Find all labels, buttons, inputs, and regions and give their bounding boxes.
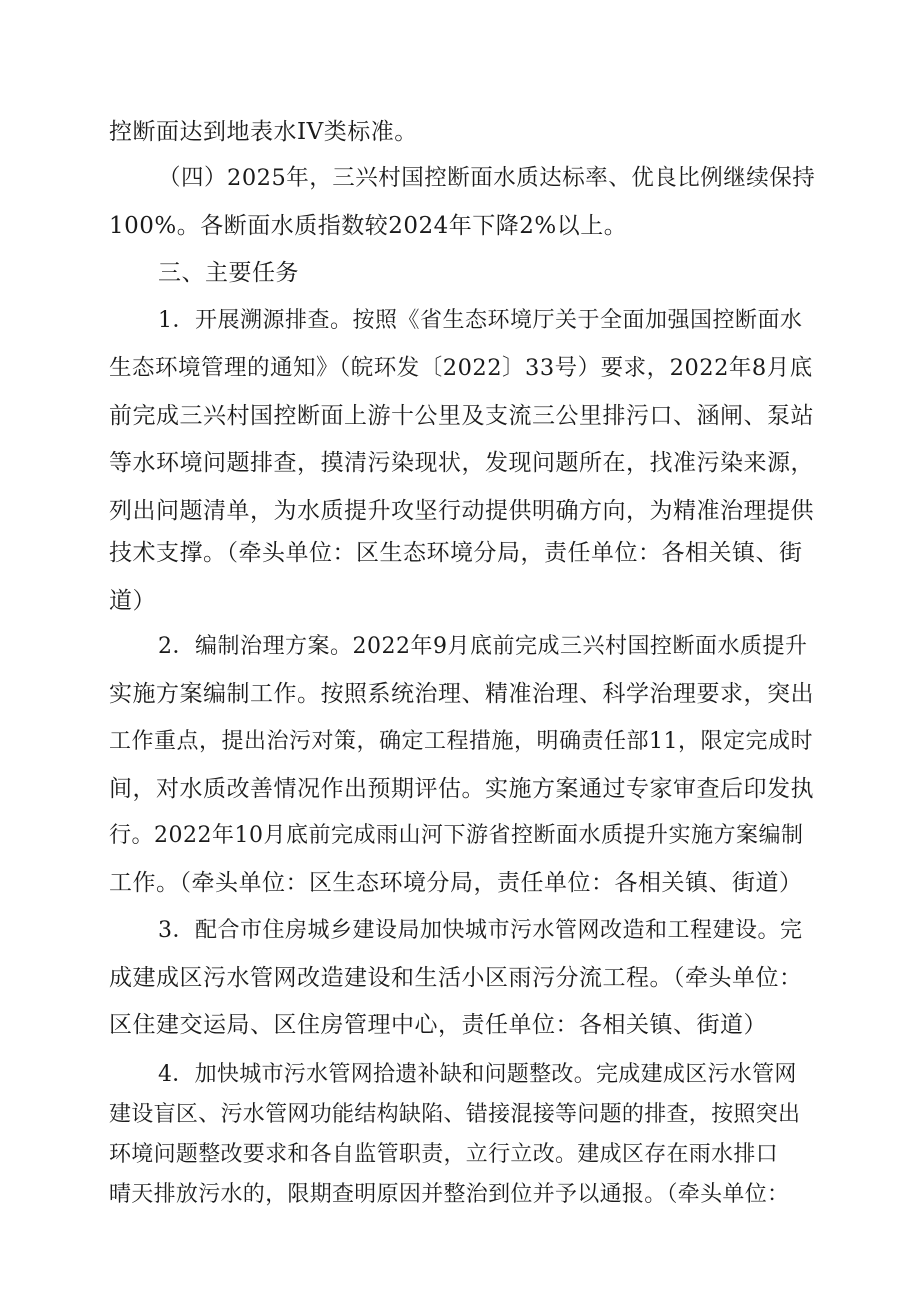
text-line: 4．加快城市污水管网拾遗补缺和问题整改。完成建成区污水管网 xyxy=(158,1062,797,1087)
text-line: 列出问题清单，为水质提升攻坚行动提供明确方向，为精准治理提供 xyxy=(109,498,814,524)
text-line: 实施方案编制工作。按照系统治理、精准治理、科学治理要求，突出 xyxy=(109,681,814,707)
text-line: 成建成区污水管网改造建设和生活小区雨污分流工程。（牵头单位： xyxy=(109,965,803,991)
text-line: 行。2022年10月底前完成雨山河下游省控断面水质提升实施方案编制 xyxy=(109,823,804,848)
section-heading: 三、主要任务 xyxy=(158,260,299,286)
text-line: 控断面达到地表水IV类标准。 xyxy=(109,119,418,145)
text-line: 3．配合市住房城乡建设局加快城市污水管网改造和工程建设。完 xyxy=(158,918,803,943)
text-line: 晴天排放污水的，限期查明原因并整治到位并予以通报。（牵头单位： xyxy=(109,1182,790,1207)
text-line: 前完成三兴村国控断面上游十公里及支流三公里排污口、涵闸、泵站 xyxy=(109,403,814,429)
text-line: 区住建交运局、区住房管理中心，责任单位：各相关镇、街道） xyxy=(109,1012,767,1038)
text-line: 技术支撑。（牵头单位：区生态环境分局，责任单位：各相关镇、街 xyxy=(109,540,803,566)
text-line: 2．编制治理方案。2022年9月底前完成三兴村国控断面水质提升 xyxy=(158,634,808,659)
text-line: 工作重点，提出治污对策，确定工程措施，明确责任部11，限定完成时 xyxy=(109,729,813,754)
text-line: 生态环境管理的通知》（皖环发〔2022〕33号）要求，2022年8月底 xyxy=(109,355,813,381)
text-line: 100%。各断面水质指数较2024年下降2%以上。 xyxy=(109,213,628,239)
text-line: 建设盲区、污水管网功能结构缺陷、错接混接等问题的排查，按照突出 xyxy=(109,1102,801,1127)
text-line: 间，对水质改善情况作出预期评估。实施方案通过专家审查后印发执 xyxy=(109,776,814,802)
text-line: （四）2025年，三兴村国控断面水质达标率、优良比例继续保持 xyxy=(158,165,816,191)
text-line: 工作。（牵头单位：区生态环境分局，责任单位：各相关镇、街道） xyxy=(109,870,803,896)
text-line: 环境问题整改要求和各自监管职责，立行立改。建成区存在雨水排口 xyxy=(109,1142,779,1167)
text-line: 等水环境问题排查，摸清污染现状，发现问题所在，找准污染来源， xyxy=(109,450,814,476)
text-line: 道） xyxy=(109,588,156,614)
text-line: 1．开展溯源排查。按照《省生态环境厅关于全面加强国控断面水 xyxy=(158,308,803,333)
